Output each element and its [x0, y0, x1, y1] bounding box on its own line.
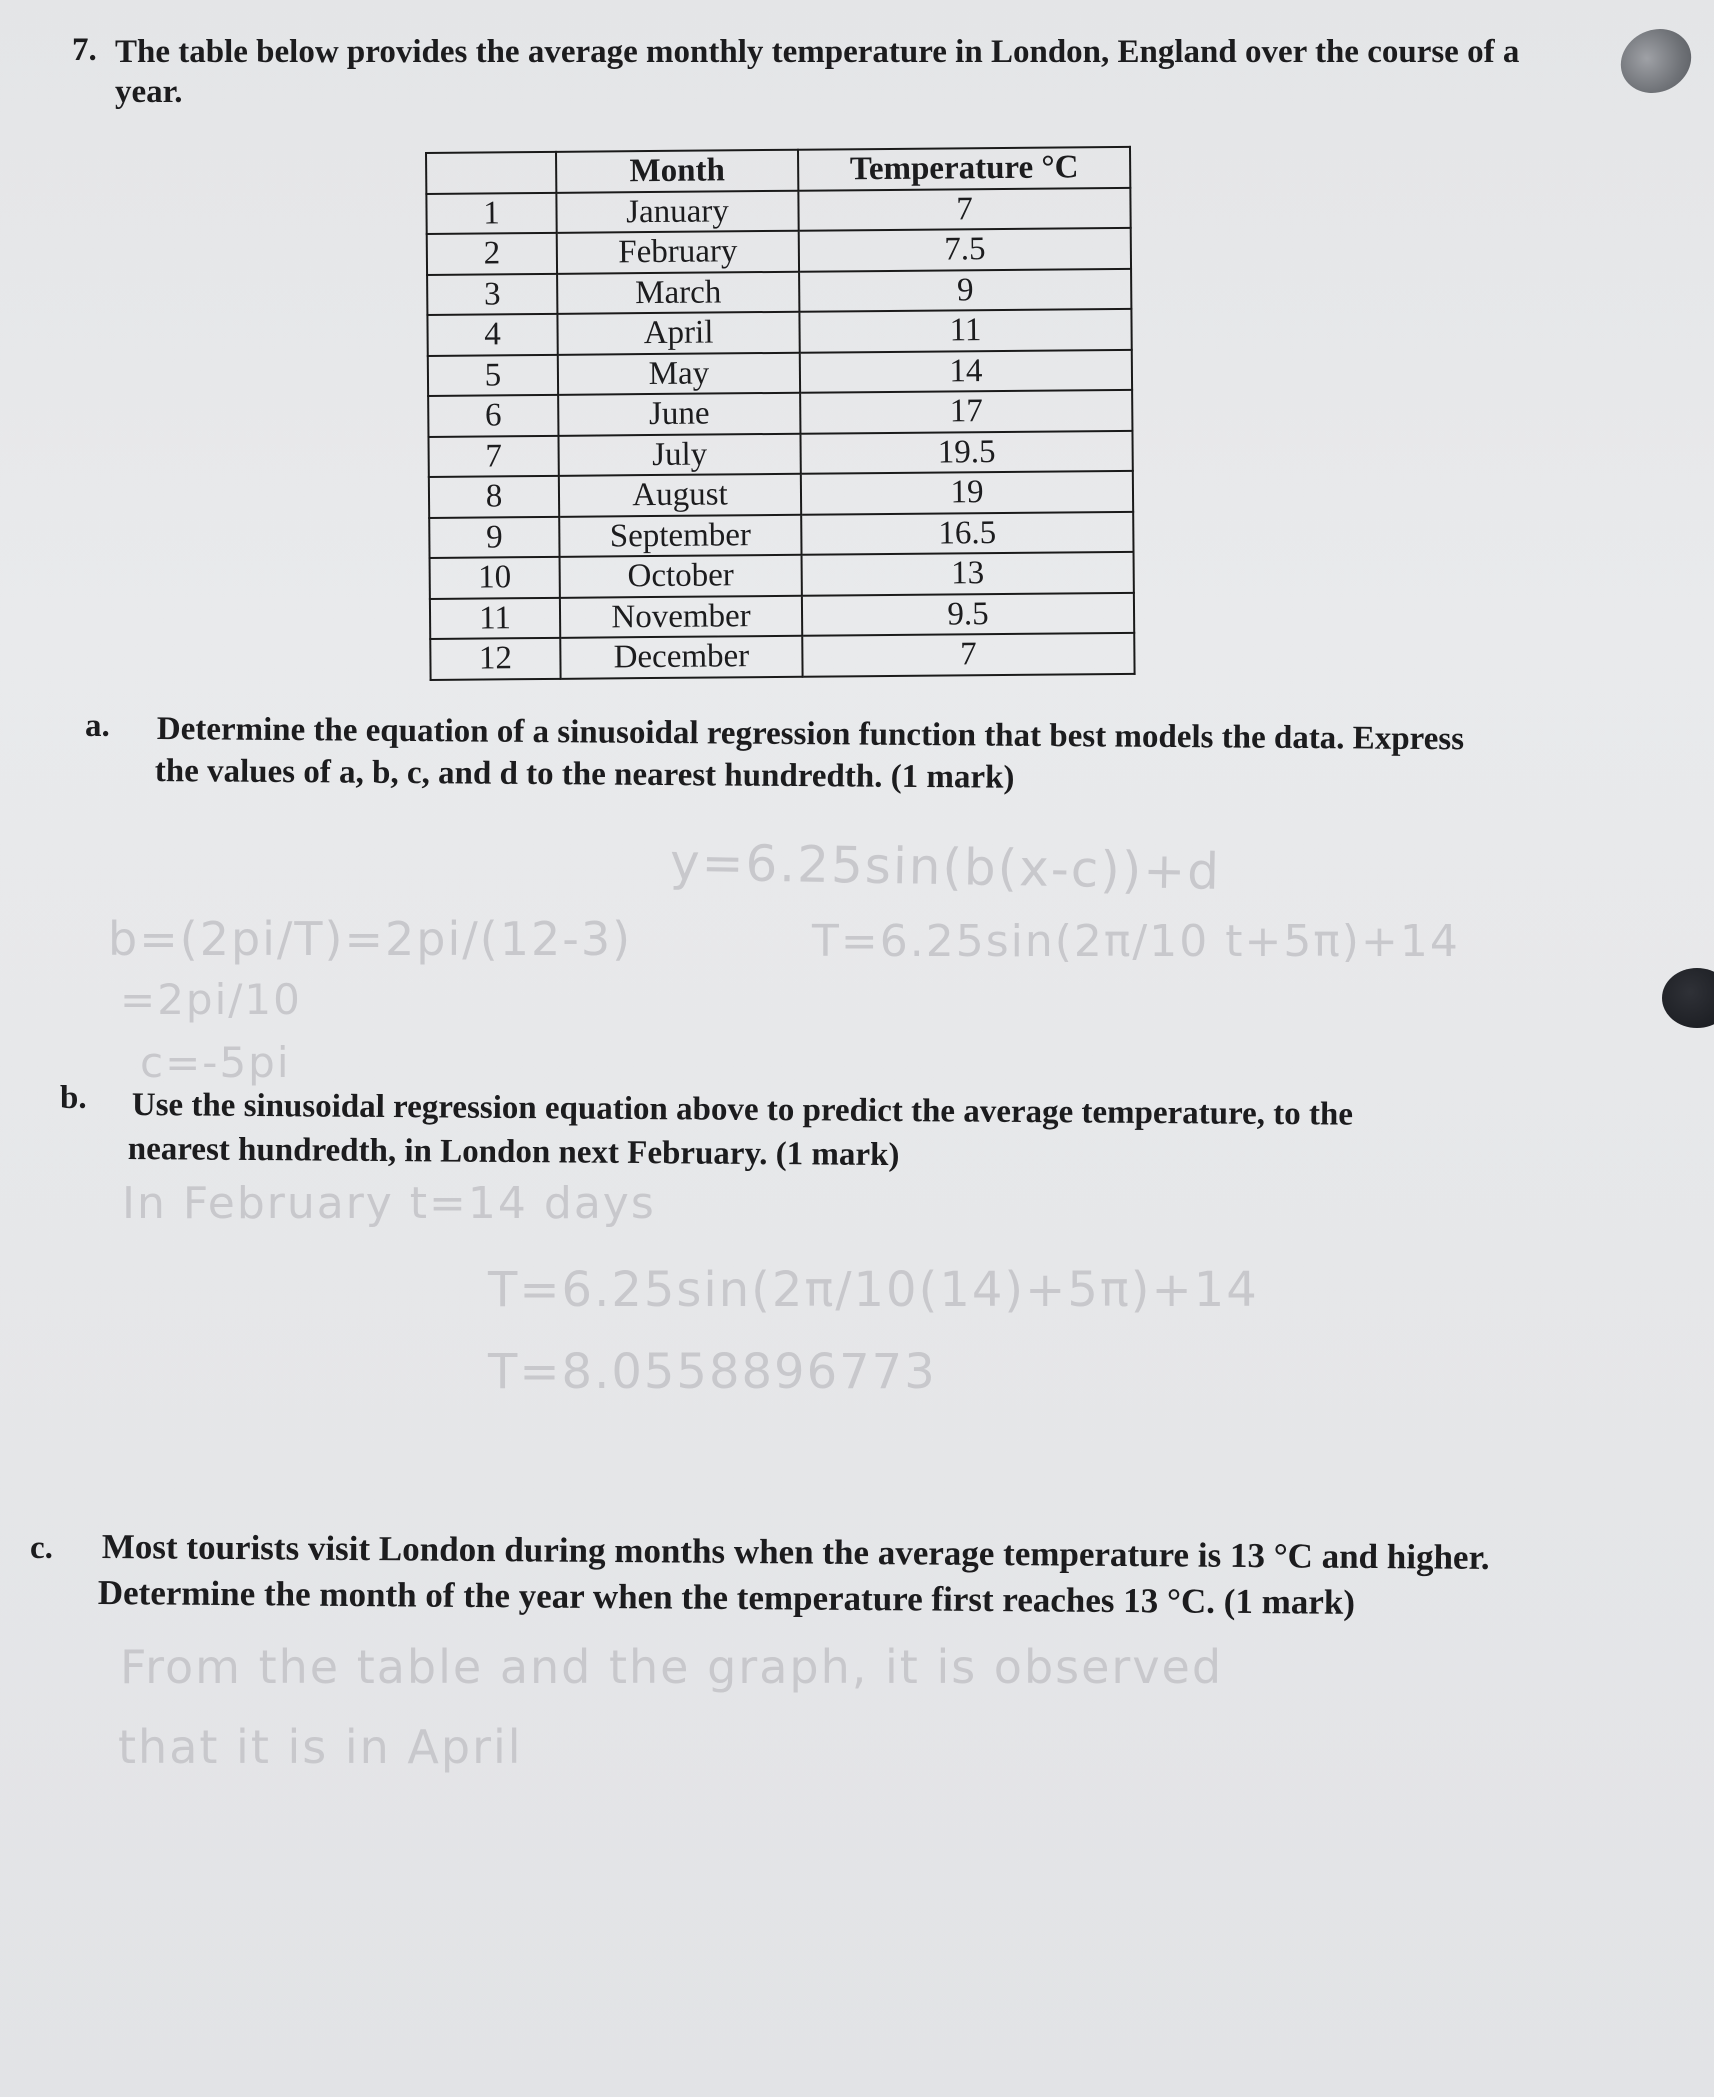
row-month: June — [558, 393, 800, 436]
part-a-label: a. — [85, 708, 110, 744]
part-c-line1: Most tourists visit London during months when the average temperature is 13 °C and higher. — [101, 1527, 1490, 1577]
row-index: 9 — [429, 516, 559, 558]
part-b-line2: nearest hundredth, in London next February. (1 mark) — [127, 1130, 900, 1174]
table-row — [429, 511, 1133, 558]
row-index: 3 — [427, 273, 557, 315]
table-row — [428, 430, 1132, 477]
table-row — [430, 633, 1134, 680]
row-temperature: 7.5 — [799, 228, 1131, 271]
handwriting-a5: T=6.25sin(2π/10 t+5π)+14 — [812, 916, 1460, 967]
row-temperature: 17 — [800, 390, 1132, 433]
row-month: October — [560, 555, 802, 598]
table-header-row — [426, 147, 1130, 194]
row-temperature: 14 — [800, 349, 1132, 392]
row-month: February — [557, 231, 799, 274]
row-index: 12 — [430, 638, 560, 680]
row-index: 8 — [429, 476, 559, 518]
row-month: April — [557, 312, 799, 355]
row-temperature: 16.5 — [801, 511, 1133, 554]
header-index — [426, 152, 556, 194]
part-b-line1: Use the sinusoidal regression equation above to predict the average temperature, to the — [131, 1086, 1354, 1133]
row-temperature: 19.5 — [800, 430, 1132, 473]
row-temperature: 9 — [799, 268, 1131, 311]
table-row — [428, 390, 1132, 437]
table-row — [430, 552, 1134, 599]
punch-hole-middle — [1662, 968, 1714, 1028]
handwriting-b3: T=8.0558896773 — [488, 1344, 937, 1400]
handwriting-b1: In February t=14 days — [122, 1178, 656, 1229]
table-row — [430, 592, 1134, 639]
handwriting-c2: that it is in April — [118, 1720, 523, 1774]
header-month: Month — [556, 150, 798, 193]
table-row — [427, 268, 1131, 315]
table-row — [427, 309, 1131, 356]
row-month: July — [558, 433, 800, 476]
table-row — [429, 471, 1133, 518]
handwriting-a3: =2pi/10 — [120, 975, 302, 1024]
row-temperature: 13 — [802, 552, 1134, 595]
row-index: 5 — [428, 354, 558, 396]
punch-hole-top — [1610, 18, 1701, 105]
row-index: 2 — [427, 233, 557, 275]
row-index: 11 — [430, 597, 560, 639]
row-temperature: 7 — [798, 187, 1130, 230]
table-row — [428, 349, 1132, 396]
handwriting-a2: b=(2pi/T)=2pi/(12-3) — [108, 912, 633, 966]
table-row — [426, 187, 1130, 234]
handwriting-b2: T=6.25sin(2π/10(14)+5π)+14 — [488, 1262, 1259, 1318]
row-index: 6 — [428, 395, 558, 437]
table-row — [427, 228, 1131, 275]
row-index: 10 — [430, 557, 560, 599]
row-month: March — [557, 271, 799, 314]
row-month: August — [559, 474, 801, 517]
part-c-label: c. — [30, 1530, 53, 1566]
row-temperature: 7 — [802, 633, 1134, 676]
row-temperature: 9.5 — [802, 592, 1134, 635]
row-index: 7 — [428, 435, 558, 477]
temperature-table — [425, 146, 1136, 681]
row-temperature: 11 — [799, 309, 1131, 352]
handwriting-a1: y=6.25sin(b(x-c))+d — [669, 833, 1222, 901]
row-month: September — [559, 514, 801, 557]
part-a-line2: the values of a, b, c, and d to the nearest hundredth. (1 mark) — [154, 752, 1015, 796]
part-a-line1: Determine the equation of a sinusoidal regression function that best models the data. Express — [156, 710, 1465, 758]
row-temperature: 19 — [801, 471, 1133, 514]
part-c-line2: Determine the month of the year when the temperature first reaches 13 °C. (1 mark) — [97, 1573, 1356, 1622]
row-index: 1 — [426, 192, 556, 234]
handwriting-c1: From the table and the graph, it is observed — [120, 1640, 1224, 1694]
handwriting-a4: c=-5pi — [140, 1038, 291, 1087]
row-month: May — [558, 352, 800, 395]
question-text: The table below provides the average monthly temperature in London, England over the course of a year. — [115, 34, 1520, 110]
question-number: 7. — [72, 32, 97, 68]
header-temperature: Temperature °C — [798, 147, 1130, 190]
row-month: January — [556, 190, 798, 233]
row-month: November — [560, 595, 802, 638]
row-month: December — [560, 636, 802, 679]
row-index: 4 — [427, 314, 557, 356]
part-b-label: b. — [60, 1080, 87, 1116]
